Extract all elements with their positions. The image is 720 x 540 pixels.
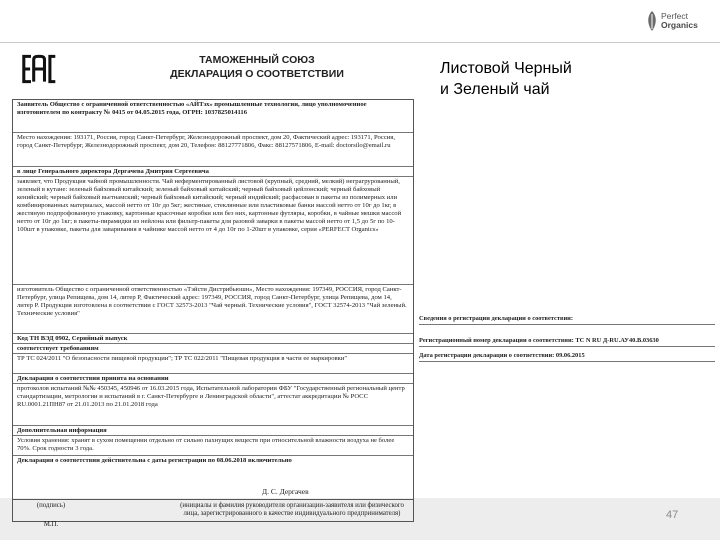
slide-title [440,58,700,100]
signature-area [12,487,414,535]
regulations-text: ТР ТС 024/2011 "О безопасности пищевой продукции"; ТР ТС 022/2011 "Пищевая продукция в части ее маркировки" [17,355,348,362]
product-text: заявляет, что Продукция чайной промышленности. Чай неферментированный листовой (крупный, средний, мелкий) неграгрурованный, зеленый в кутане: зеленый байховый китайский; зеленый байховый китайский; черный байховый цейлонский; черный байховый кенийский; черный байховый вьетнамский; черный байховый китайский; черный индийский; расфасован в пакеты из полимерных или комбинированных материалах, массой нетто от 10г до 5кг; жестяные, стеклянные или пластиковые банки массой нетто от 10г до 1кг, в жестяную подпрофованную упаковку, картонные красочные коробки или без них, картонные футляры, коробки, в чайные мешки массой нетто от 10г до 1кг; в пакеты-пирамидки из нейлона или фильтр-пакеты для разовой заварки в пакеты массой нетто от 1,5 до 5г по 10-100шт в упаковке, пакеты для заваривания в чайнике массой нетто от 4 до 10г по 1-20шт в упаковке, серия «PERFECT Organics» [17,178,402,233]
validity-row [13,456,413,467]
basis-header-text: Декларация о соответствии принята на основании [17,375,169,382]
address-text: Место нахождения: 193171, Россия, город Санкт-Петербург, Железнодорожный проспект, дом 20, Фактический адрес: 193171, Россия, город Санкт-Петербург, Железнодорожный проспект, дом 20, Телефон: 88127771806, Факс: 88127571806, E-mail: doctorsilo@email.ru [17,134,395,149]
seal-label: М.П. [43,521,59,528]
declaration-title [122,53,392,81]
represented-by-text: в лице Генерального директора Дергачева Дмитрия Сергеевича [17,168,209,175]
test-protocols-text: протоколов испытаний №№ 450345, 450946 от 16.03.2015 года, Испытательной лаборатории ФБУ "Государственный региональный центр стандартизации, метрологии и испытаний в г. Санкт-Петербурге и Ленинградской области", аттестат аккредитации № РОСС RU.0001.21ПН87 от 21.01.2013 по 21.01.2018 года [17,385,405,408]
signer-caption: (инициалы и фамилия руководителя организации-заявителя или физического лица, зарегистрированного в качестве индивидуального предпринимателя) [180,502,404,517]
registration-number: Регистрационный номер декларации о соответствии: ТС N RU Д-RU.АУ40.В.03630 [419,337,659,344]
complies-text: соответствует требованиям [17,345,99,352]
product-row [13,177,413,285]
header-rule [0,42,720,43]
registration-date: Дата регистрации декларации о соответствии: 09.06.2015 [419,352,585,359]
storage-conditions-text: Условия хранения: хранят в сухом помещении отдельно от сильно пахнущих веществ при относительной влажности воздуха не более 70%. Срок годности 3 года. [17,437,395,452]
represented-by-row [13,167,413,177]
hs-code-text: Код ТН ВЭД 0902, Серийный выпуск [17,335,128,342]
slide-title-line-1: Листовой Черный [440,60,572,77]
registration-header: Сведения о регистрации декларации о соответствии: [419,315,573,322]
registration-rule-2 [419,346,715,347]
registration-rule-1 [419,324,715,325]
signature-label: (подпись) [36,502,66,509]
storage-conditions-row [13,436,413,456]
registration-rule-3 [419,361,715,362]
hs-code-row [13,334,413,344]
slide-title-line-2: и Зеленый чай [440,81,550,98]
title-line-1: ТАМОЖЕННЫЙ СОЮЗ [199,54,315,66]
basis-header-row [13,374,413,384]
test-protocols-row [13,384,413,426]
complies-row [13,344,413,354]
regulations-row [13,354,413,374]
page-number: 47 [666,509,679,521]
additional-info-header-row [13,426,413,436]
signature-line [12,499,414,500]
declaration-body [12,99,414,522]
logo-line1: Perfect [661,11,688,21]
manufacturer-text: изготовитель Общество с ограниченной ответственностью «Тэйсти Дистрибьюшн», Место нахождения: 197349, РОССИЯ, город Санкт-Петербург, улица Репищева, дом 14, литер Р, Фактический адрес: 197349, РОССИЯ, город Санкт-Петербург, улица Репищева, дом 14, литер Р. Продукция изготовлена в соответствии с ГОСТ 32573-2013 "Чай черный. Технические условия", ГОСТ 32574-2013 "Чай зеленый. Технические условия" [17,286,407,317]
brand-logo [645,6,715,38]
signer-name: Д. С. Дергачев [262,487,309,496]
applicant-text: Заявитель Общество с ограниченной ответственностью «АЙТэх» промышленные технологии, лицо уполномоченное изготовителем по контракту № 0415 от 04.05.2015 года, ОГРН: 1037825014116 [17,101,367,116]
manufacturer-row [13,285,413,334]
validity-text: Декларация о соответствии действительна с даты регистрации по 08.06.2018 включительно [17,457,292,464]
leaf-logo-icon [645,10,659,32]
address-row [13,133,413,167]
declaration-document [12,45,414,535]
additional-info-header-text: Дополнительная информация [17,427,107,434]
applicant-row [13,100,413,133]
title-line-2: ДЕКЛАРАЦИЯ О СООТВЕТСТВИИ [170,68,344,80]
logo-line2: Organics [661,20,698,30]
eac-mark [22,51,58,87]
